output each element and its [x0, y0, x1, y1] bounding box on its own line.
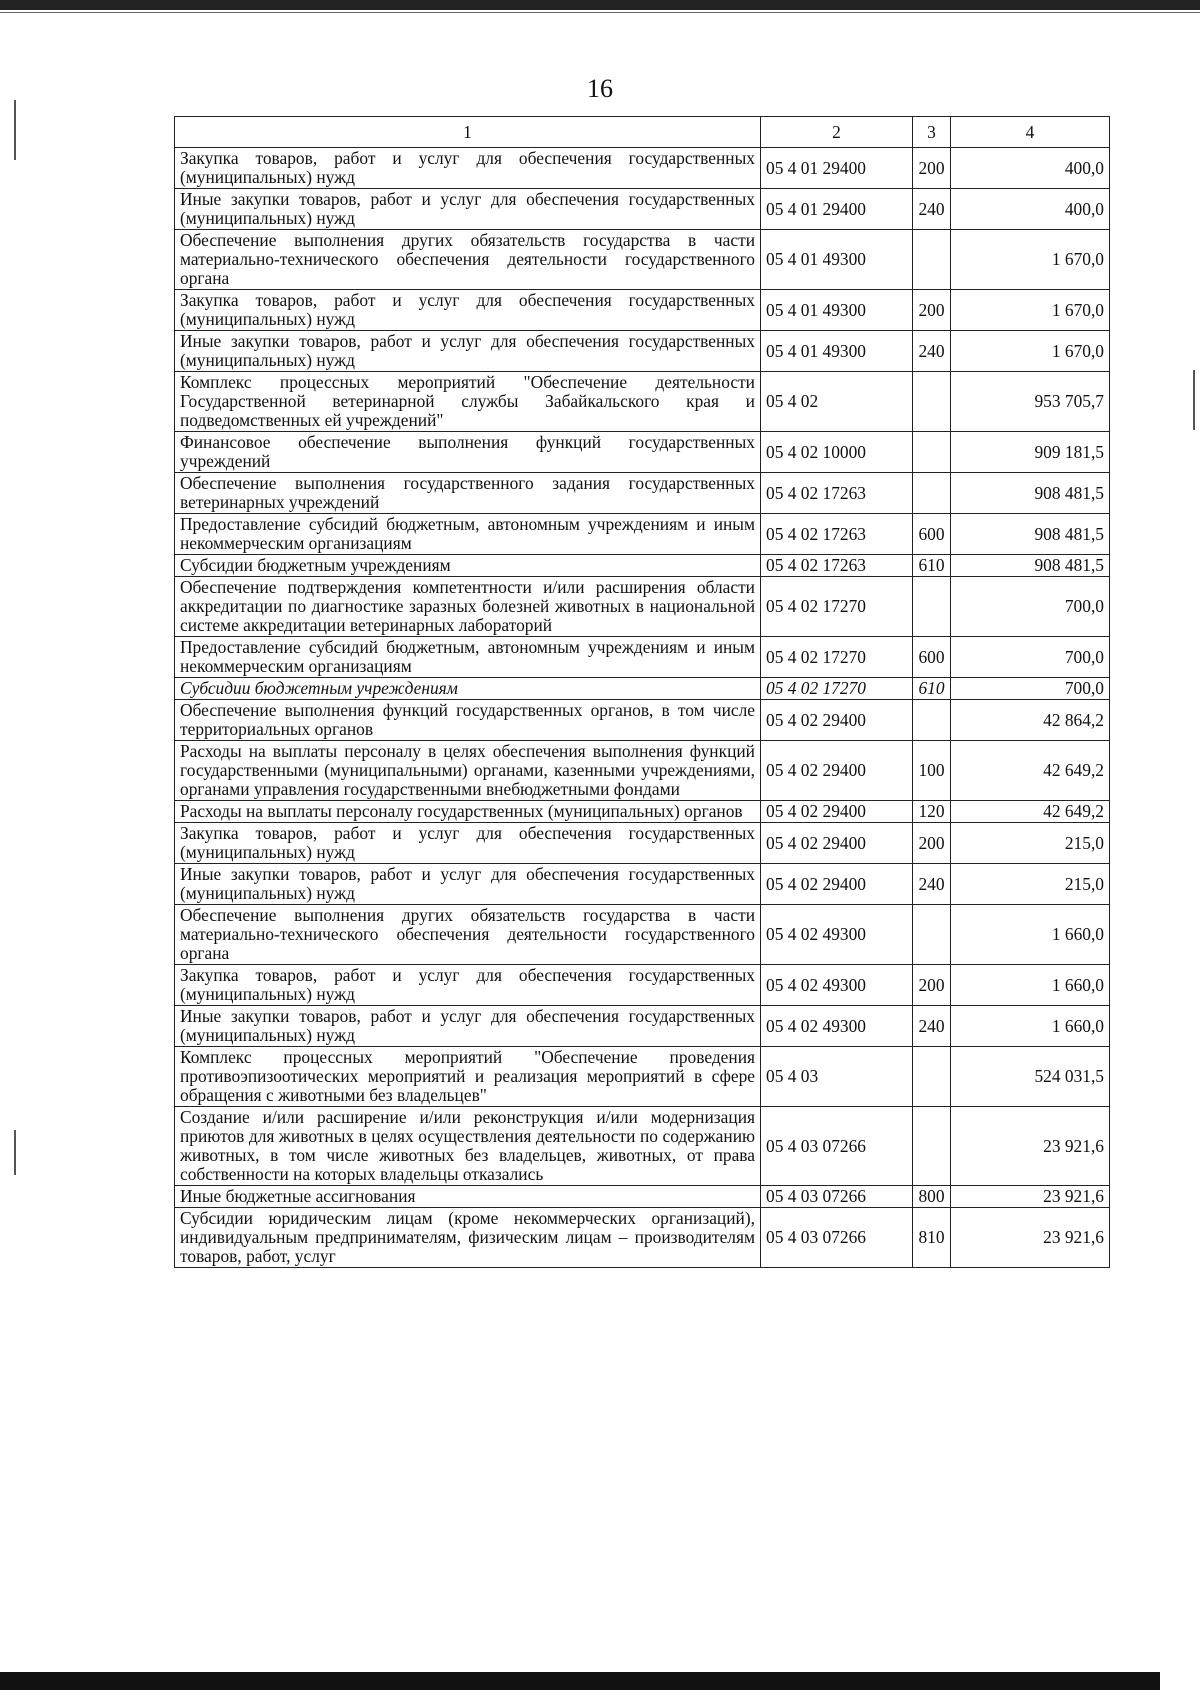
table-row [175, 905, 1110, 965]
row-sum-cell: 908 481,5 [951, 555, 1110, 577]
row-type-cell: 240 [913, 331, 951, 372]
row-code-cell: 05 4 01 29400 [761, 189, 913, 230]
row-code-cell: 05 4 02 29400 [761, 700, 913, 741]
row-code-cell: 05 4 02 49300 [761, 905, 913, 965]
row-name-cell: Закупка товаров, работ и услуг для обеспечения государственных (муниципальных) нужд [175, 965, 761, 1006]
table-row [175, 1107, 1110, 1186]
row-type-cell: 120 [913, 801, 951, 823]
row-type-cell: 200 [913, 290, 951, 331]
row-type-cell [913, 1107, 951, 1186]
row-sum-cell: 908 481,5 [951, 514, 1110, 555]
table-row [175, 577, 1110, 637]
row-name-cell: Предоставление субсидий бюджетным, автономным учреждениям и иным некоммерческим организациям [175, 514, 761, 555]
row-type-cell: 200 [913, 823, 951, 864]
row-sum-cell: 908 481,5 [951, 473, 1110, 514]
row-type-cell: 240 [913, 1006, 951, 1047]
row-code-cell: 05 4 02 [761, 372, 913, 432]
row-sum-cell: 23 921,6 [951, 1186, 1110, 1208]
row-name-cell: Иные закупки товаров, работ и услуг для обеспечения государственных (муниципальных) нужд [175, 331, 761, 372]
table-row [175, 1186, 1110, 1208]
table-row [175, 189, 1110, 230]
row-name-cell: Создание и/или расширение и/или реконструкция и/или модернизация приютов для животных в целях осуществления деятельности по содержанию животных, в том числе животных без владельцев, животных, от права собственности на которых владельцы отказались [175, 1107, 761, 1186]
row-type-cell [913, 372, 951, 432]
scan-top-line [0, 12, 1200, 13]
row-code-cell: 05 4 03 [761, 1047, 913, 1107]
row-sum-cell: 1 660,0 [951, 1006, 1110, 1047]
row-code-cell: 05 4 02 29400 [761, 823, 913, 864]
row-sum-cell: 23 921,6 [951, 1107, 1110, 1186]
row-sum-cell: 700,0 [951, 577, 1110, 637]
row-code-cell: 05 4 02 49300 [761, 1006, 913, 1047]
row-sum-cell: 215,0 [951, 864, 1110, 905]
table-row [175, 1006, 1110, 1047]
row-code-cell: 05 4 03 07266 [761, 1107, 913, 1186]
row-type-cell [913, 432, 951, 473]
table-row [175, 700, 1110, 741]
table-header-row [175, 117, 1110, 148]
row-code-cell: 05 4 01 49300 [761, 230, 913, 290]
row-type-cell [913, 577, 951, 637]
row-sum-cell: 42 649,2 [951, 801, 1110, 823]
scan-top-border [0, 0, 1200, 10]
row-type-cell [913, 905, 951, 965]
row-code-cell: 05 4 02 29400 [761, 801, 913, 823]
row-sum-cell: 1 670,0 [951, 290, 1110, 331]
row-name-cell: Предоставление субсидий бюджетным, автономным учреждениям и иным некоммерческим организациям [175, 637, 761, 678]
row-sum-cell: 23 921,6 [951, 1208, 1110, 1268]
row-name-cell: Комплекс процессных мероприятий "Обеспечение деятельности Государственной ветеринарной службы Забайкальского края и подведомственных ей учреждений" [175, 372, 761, 432]
row-code-cell: 05 4 03 07266 [761, 1208, 913, 1268]
row-type-cell: 610 [913, 678, 951, 700]
table-row [175, 473, 1110, 514]
row-sum-cell: 400,0 [951, 189, 1110, 230]
table-row [175, 1208, 1110, 1268]
table-row [175, 331, 1110, 372]
row-code-cell: 05 4 02 10000 [761, 432, 913, 473]
table-row [175, 148, 1110, 189]
row-sum-cell: 1 670,0 [951, 230, 1110, 290]
row-type-cell: 600 [913, 514, 951, 555]
row-name-cell: Обеспечение выполнения функций государственных органов, в том числе территориальных органов [175, 700, 761, 741]
row-code-cell: 05 4 02 29400 [761, 741, 913, 801]
row-type-cell [913, 473, 951, 514]
row-name-cell: Закупка товаров, работ и услуг для обеспечения государственных (муниципальных) нужд [175, 290, 761, 331]
row-sum-cell: 524 031,5 [951, 1047, 1110, 1107]
row-type-cell: 200 [913, 965, 951, 1006]
row-sum-cell: 1 660,0 [951, 905, 1110, 965]
budget-table [174, 116, 1110, 1268]
table-row [175, 864, 1110, 905]
row-sum-cell: 1 660,0 [951, 965, 1110, 1006]
column-header-sum: 4 [951, 117, 1110, 148]
row-name-cell: Иные закупки товаров, работ и услуг для обеспечения государственных (муниципальных) нужд [175, 189, 761, 230]
scan-bottom-border [0, 1672, 1160, 1690]
row-code-cell: 05 4 02 17263 [761, 473, 913, 514]
row-code-cell: 05 4 02 17263 [761, 555, 913, 577]
table-body [175, 148, 1110, 1268]
row-sum-cell: 953 705,7 [951, 372, 1110, 432]
column-header-type: 3 [913, 117, 951, 148]
row-name-cell: Обеспечение подтверждения компетентности и/или расширения области аккредитации по диагностике заразных болезней животных в национальной системе аккредитации ветеринарных лабораторий [175, 577, 761, 637]
table-row [175, 432, 1110, 473]
row-name-cell: Обеспечение выполнения государственного задания государственных ветеринарных учреждений [175, 473, 761, 514]
row-type-cell: 200 [913, 148, 951, 189]
row-type-cell [913, 1047, 951, 1107]
row-name-cell: Субсидии бюджетным учреждениям [175, 678, 761, 700]
table-row [175, 801, 1110, 823]
row-code-cell: 05 4 02 17270 [761, 637, 913, 678]
row-code-cell: 05 4 02 17263 [761, 514, 913, 555]
row-sum-cell: 42 649,2 [951, 741, 1110, 801]
row-type-cell: 810 [913, 1208, 951, 1268]
row-code-cell: 05 4 03 07266 [761, 1186, 913, 1208]
row-sum-cell: 42 864,2 [951, 700, 1110, 741]
row-name-cell: Субсидии юридическим лицам (кроме некоммерческих организаций), индивидуальным предпринимателям, физическим лицам – производителям товаров, работ, услуг [175, 1208, 761, 1268]
row-name-cell: Иные закупки товаров, работ и услуг для обеспечения государственных (муниципальных) нужд [175, 864, 761, 905]
row-type-cell: 100 [913, 741, 951, 801]
row-name-cell: Расходы на выплаты персоналу в целях обеспечения выполнения функций государственными (муниципальными) органами, казенными учреждениями, органами управления государственными внебюджетными фондами [175, 741, 761, 801]
table-row [175, 230, 1110, 290]
row-type-cell: 610 [913, 555, 951, 577]
row-type-cell: 240 [913, 864, 951, 905]
row-name-cell: Комплекс процессных мероприятий "Обеспечение проведения противоэпизоотических мероприятий и реализация мероприятий в сфере обращения с животными без владельцев" [175, 1047, 761, 1107]
row-type-cell: 800 [913, 1186, 951, 1208]
row-code-cell: 05 4 02 29400 [761, 864, 913, 905]
row-code-cell: 05 4 02 17270 [761, 678, 913, 700]
row-name-cell: Закупка товаров, работ и услуг для обеспечения государственных (муниципальных) нужд [175, 148, 761, 189]
row-name-cell: Обеспечение выполнения других обязательств государства в части материально-технического обеспечения деятельности государственного органа [175, 230, 761, 290]
table-row [175, 637, 1110, 678]
column-header-code: 2 [761, 117, 913, 148]
column-header-name: 1 [175, 117, 761, 148]
row-sum-cell: 1 670,0 [951, 331, 1110, 372]
table-row [175, 372, 1110, 432]
row-type-cell: 240 [913, 189, 951, 230]
table-row [175, 823, 1110, 864]
row-sum-cell: 700,0 [951, 637, 1110, 678]
row-name-cell: Расходы на выплаты персоналу государственных (муниципальных) органов [175, 801, 761, 823]
table-row [175, 741, 1110, 801]
table-row [175, 514, 1110, 555]
table-row [175, 555, 1110, 577]
row-code-cell: 05 4 01 29400 [761, 148, 913, 189]
table-row [175, 965, 1110, 1006]
row-name-cell: Иные бюджетные ассигнования [175, 1186, 761, 1208]
margin-mark [14, 1130, 16, 1175]
page-number: 16 [587, 74, 613, 103]
row-sum-cell: 909 181,5 [951, 432, 1110, 473]
row-name-cell: Субсидии бюджетным учреждениям [175, 555, 761, 577]
row-type-cell [913, 230, 951, 290]
row-sum-cell: 700,0 [951, 678, 1110, 700]
row-code-cell: 05 4 02 49300 [761, 965, 913, 1006]
row-type-cell [913, 700, 951, 741]
row-code-cell: 05 4 01 49300 [761, 331, 913, 372]
row-name-cell: Обеспечение выполнения других обязательств государства в части материально-технического обеспечения деятельности государственного органа [175, 905, 761, 965]
row-code-cell: 05 4 02 17270 [761, 577, 913, 637]
margin-mark [14, 100, 16, 160]
row-name-cell: Закупка товаров, работ и услуг для обеспечения государственных (муниципальных) нужд [175, 823, 761, 864]
row-name-cell: Финансовое обеспечение выполнения функций государственных учреждений [175, 432, 761, 473]
margin-mark [1193, 370, 1195, 430]
row-sum-cell: 215,0 [951, 823, 1110, 864]
row-code-cell: 05 4 01 49300 [761, 290, 913, 331]
row-type-cell: 600 [913, 637, 951, 678]
table-row [175, 1047, 1110, 1107]
table-row [175, 678, 1110, 700]
row-sum-cell: 400,0 [951, 148, 1110, 189]
row-name-cell: Иные закупки товаров, работ и услуг для обеспечения государственных (муниципальных) нужд [175, 1006, 761, 1047]
table-row [175, 290, 1110, 331]
